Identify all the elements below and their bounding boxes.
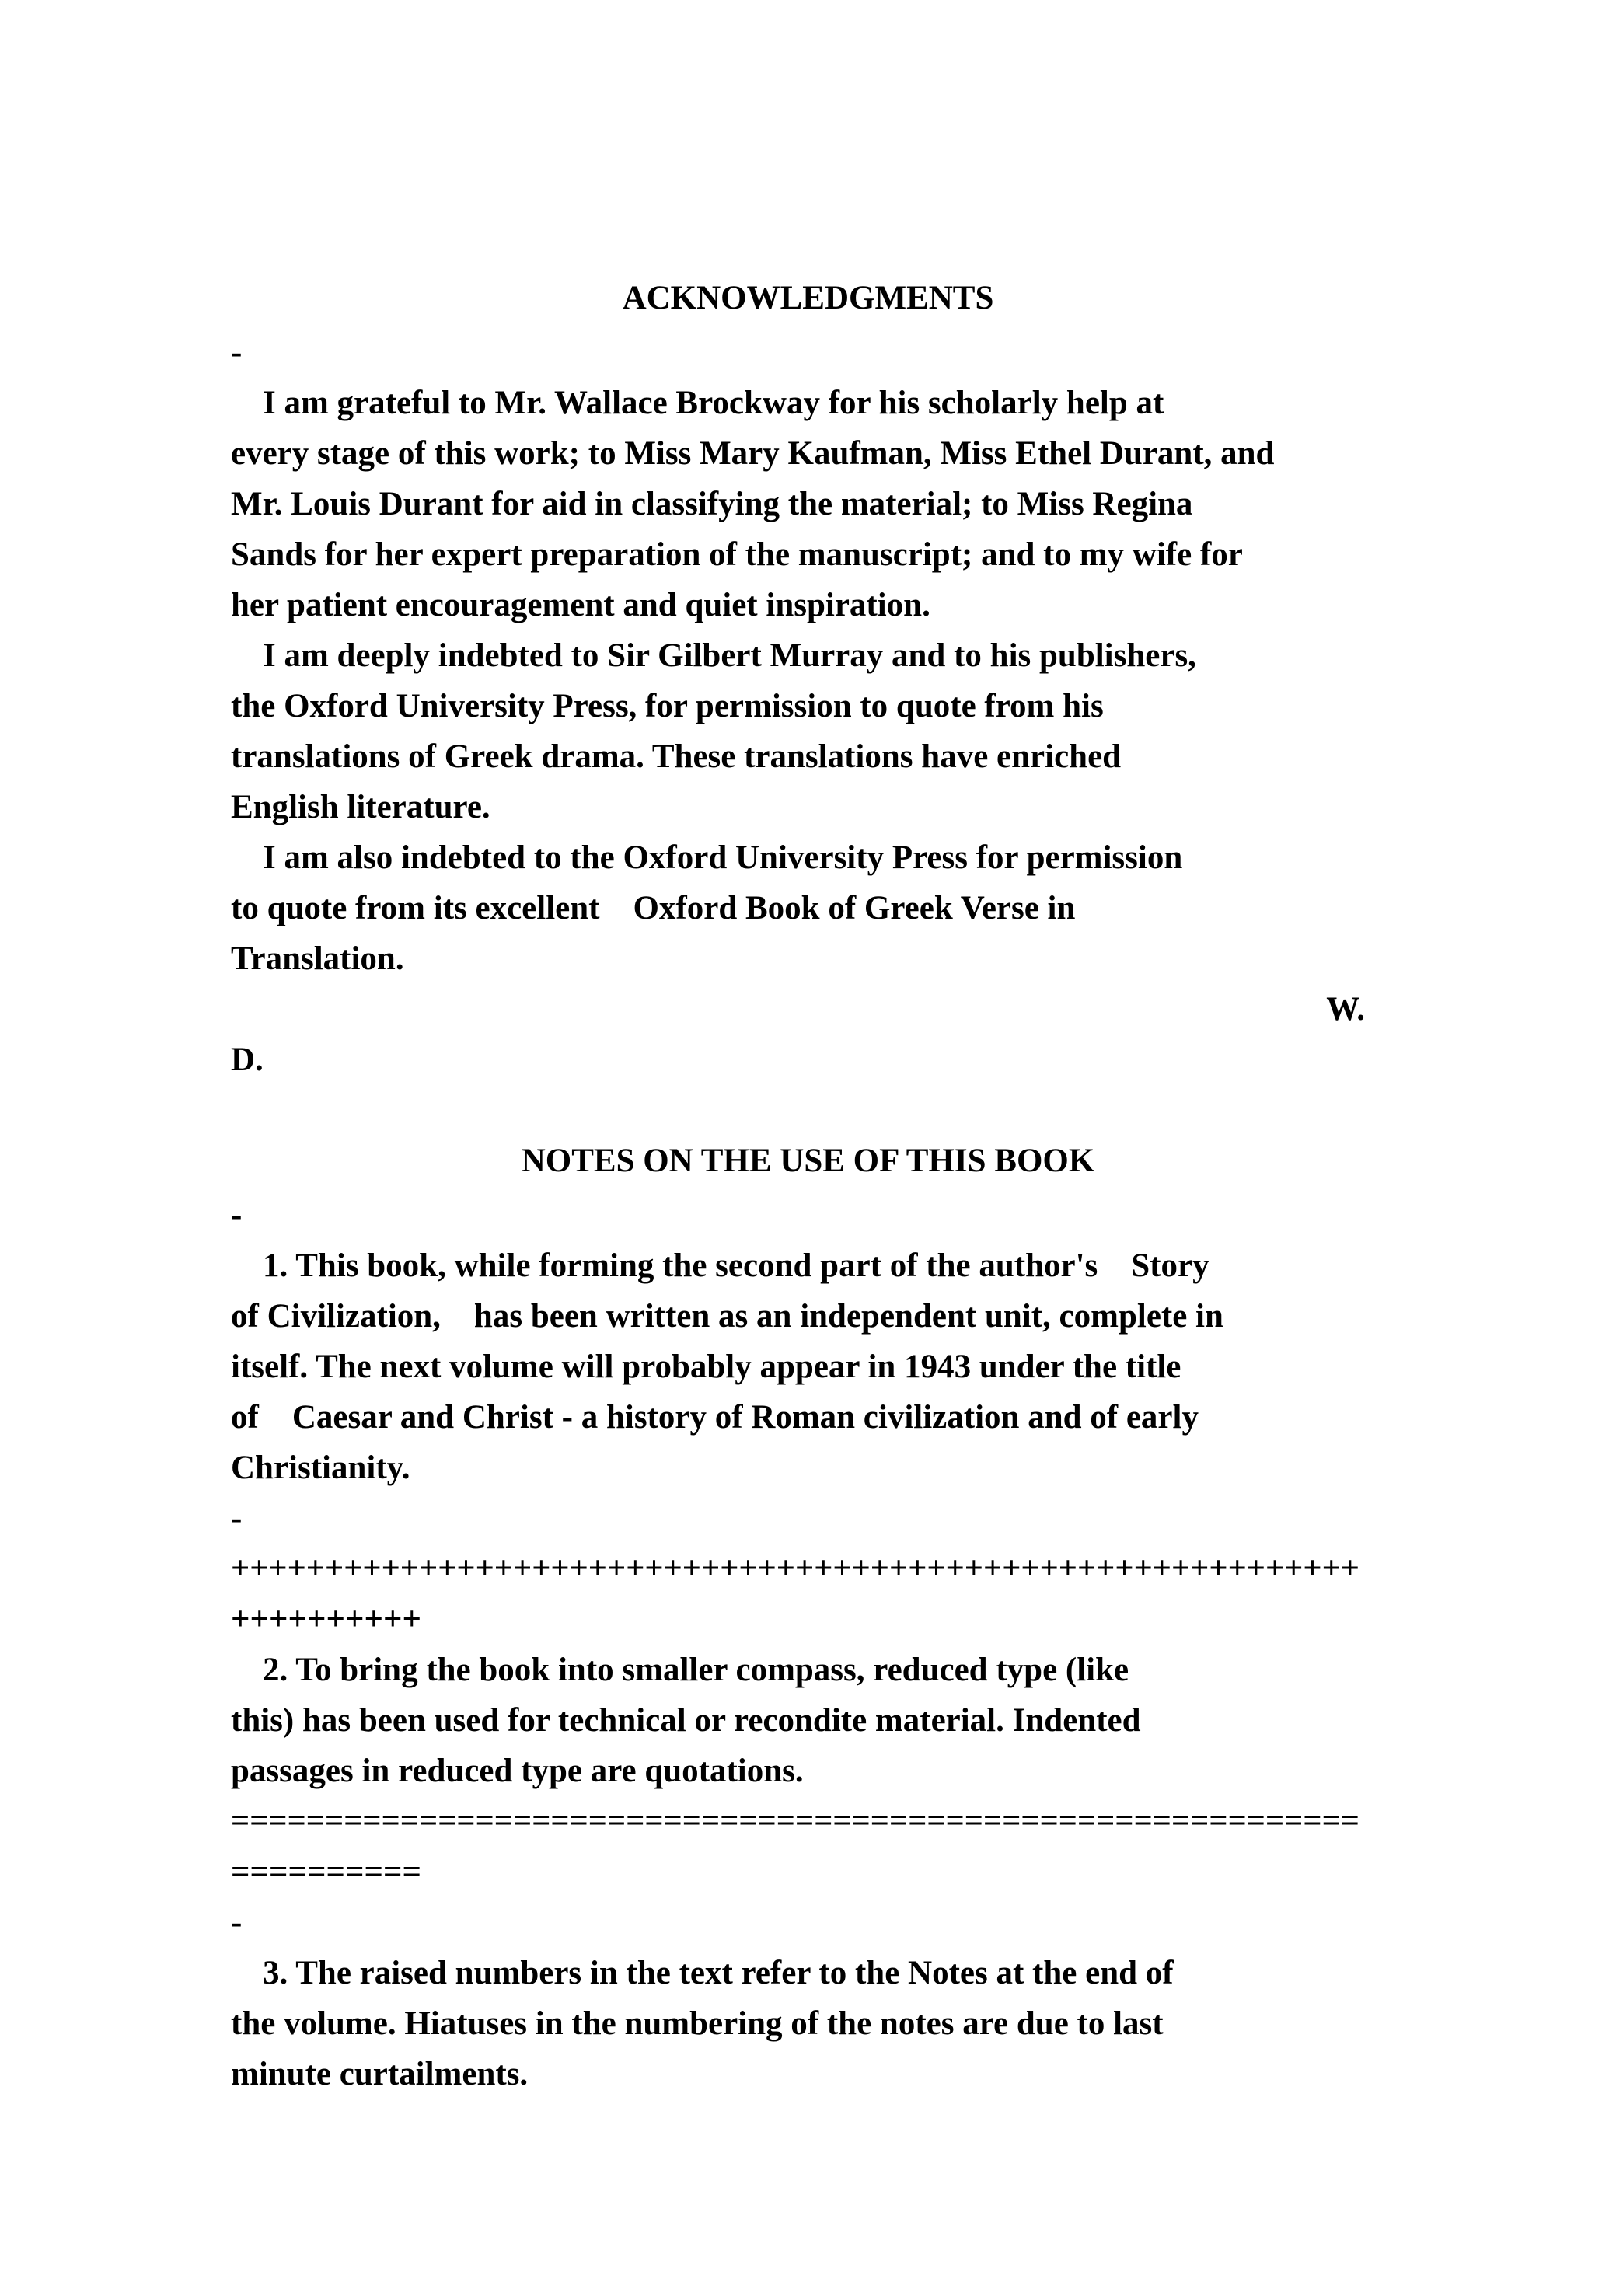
plus-rule: ++++++++++ [231,1601,422,1638]
separator-dash: - [231,1904,243,1941]
note-3-line: 3. The raised numbers in the text refer to the Notes at the end of [263,1955,1174,1991]
plus-rule: ++++++++++++++++++++++++++++++++++++++++++++++++++++++++++++ [231,1550,1359,1586]
equals-rule: ============================================================ [231,1802,1359,1839]
note-1-line: Christianity. [231,1450,410,1486]
ack-p1-line: I am grateful to Mr. Wallace Brockway for his scholarly help at [263,385,1164,421]
note-1-line: 1. This book, while forming the second part of the author's Story [263,1247,1209,1284]
note-2-line: 2. To bring the book into smaller compass, reduced type (like [263,1652,1129,1688]
ack-p3-line: I am also indebted to the Oxford University Press for permission [263,839,1183,876]
separator-dash: - [231,334,243,371]
ack-p2-line: English literature. [231,789,490,825]
acknowledgments-title: ACKNOWLEDGMENTS [622,280,994,316]
note-3-line: minute curtailments. [231,2056,529,2092]
note-2-line: passages in reduced type are quotations. [231,1753,804,1789]
note-2-line: this) has been used for technical or recondite material. Indented [231,1702,1141,1739]
note-3-line: the volume. Hiatuses in the numbering of the notes are due to last [231,2005,1164,2042]
ack-p1-line: Sands for her expert preparation of the manuscript; and to my wife for [231,536,1243,573]
signature-initial-d: D. [231,1042,264,1078]
ack-p1-line: her patient encouragement and quiet inspiration. [231,587,930,623]
equals-rule: ========== [231,1854,422,1890]
ack-p2-line: the Oxford University Press, for permission to quote from his [231,688,1104,724]
ack-p1-line: Mr. Louis Durant for aid in classifying the material; to Miss Regina [231,486,1193,522]
ack-p3-line: to quote from its excellent Oxford Book of Greek Verse in [231,890,1076,926]
separator-dash: - [231,1197,243,1233]
ack-p2-line: I am deeply indebted to Sir Gilbert Murray and to his publishers, [263,637,1196,674]
ack-p2-line: translations of Greek drama. These translations have enriched [231,738,1122,775]
note-1-line: of Caesar and Christ - a history of Roman civilization and of early [231,1399,1199,1436]
note-1-line: of Civilization, has been written as an independent unit, complete in [231,1298,1223,1335]
note-1-line: itself. The next volume will probably appear in 1943 under the title [231,1349,1181,1385]
notes-title: NOTES ON THE USE OF THIS BOOK [521,1143,1095,1179]
ack-p1-line: every stage of this work; to Miss Mary Kaufman, Miss Ethel Durant, and [231,435,1275,472]
signature-initial-w: W. [1326,991,1365,1028]
separator-dash: - [231,1500,243,1537]
ack-p3-line: Translation. [231,940,404,977]
